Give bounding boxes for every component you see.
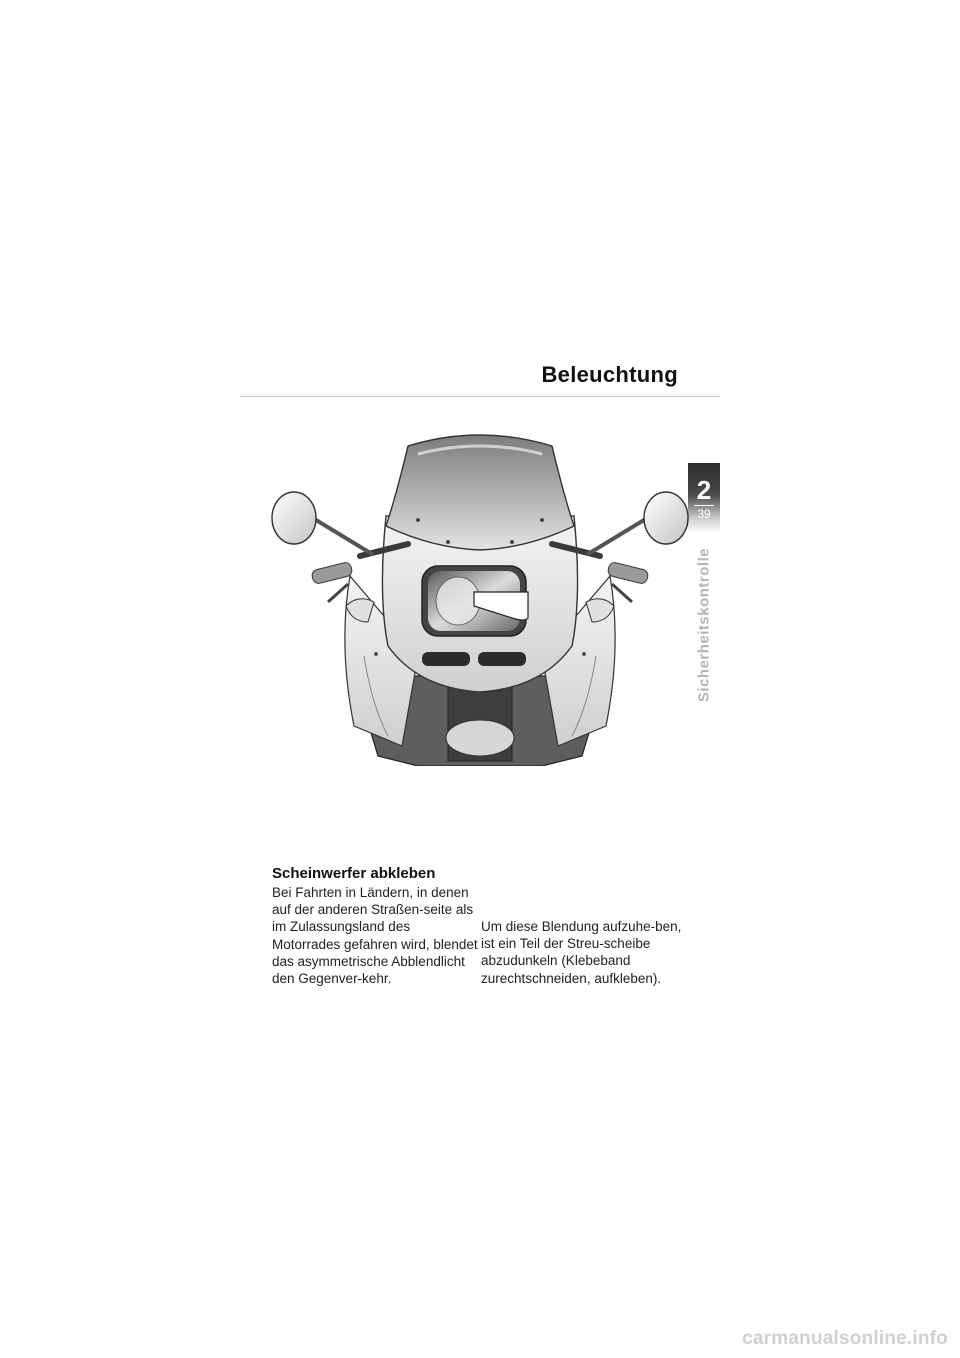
title-divider [240, 396, 720, 397]
paragraph-left: Bei Fahrten in Ländern, in denen auf der anderen Straßen-seite als im Zulassungsland des Motorrades gefahren wird, blendet das asymmetrische Abblendlicht den Gegenver-kehr. [272, 885, 478, 987]
chapter-side-label: Sicherheitskontrolle [695, 547, 713, 703]
chapter-divider [694, 505, 714, 506]
page-number: 39 [697, 507, 711, 521]
chapter-tab [688, 463, 720, 533]
section-heading: Scheinwerfer abkleben [272, 865, 436, 882]
motorcycle-front-illustration [268, 426, 692, 766]
paragraph-right: Um diese Blendung aufzuhe-ben, ist ein Teil der Streu-scheibe abzudunkeln (Klebeband zurechtschneiden, aufkleben). [481, 919, 682, 986]
site-watermark: carmanualsonline.info [742, 1328, 948, 1349]
page-title: Beleuchtung [541, 362, 678, 387]
chapter-number: 2 [696, 475, 712, 505]
